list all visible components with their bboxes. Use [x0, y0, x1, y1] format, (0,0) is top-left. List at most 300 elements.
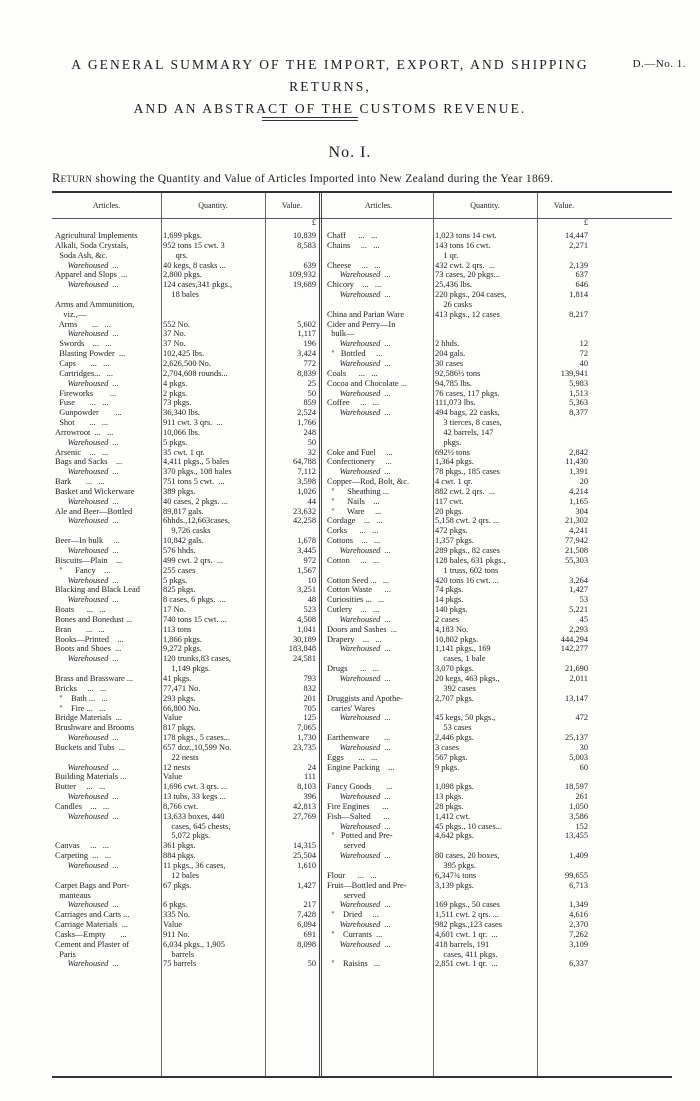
table-row: [52, 477, 319, 487]
article-name: Eggs ... ...: [327, 752, 378, 762]
table-row: [324, 477, 594, 487]
value-cell: 50: [307, 437, 316, 447]
title-line-1: A GENERAL SUMMARY OF THE IMPORT, EXPORT, AND SHIPPING RETURNS,: [71, 57, 589, 94]
table-row: [324, 674, 594, 684]
article-name: Blacking and Black Lead: [55, 585, 140, 595]
table-row: [324, 861, 594, 871]
quantity-cell: 9,272 pkgs.: [163, 644, 202, 654]
value-cell: 3,586: [569, 811, 588, 821]
table-row: [324, 891, 594, 901]
article-name: Fuse ... ...: [55, 398, 109, 408]
quantity-cell: 2 hhds.: [435, 339, 460, 349]
article-name: Doors and Sashes ...: [327, 624, 398, 634]
table-row: [52, 546, 319, 556]
value-cell: 444,294: [560, 634, 588, 644]
value-cell: 2,011: [569, 673, 588, 683]
value-cell: 24: [307, 762, 316, 772]
quantity-cell: 8 cases, 6 pkgs. ...: [163, 595, 226, 605]
article-name: Drapery ... ...: [327, 634, 382, 644]
value-cell: 99,655: [564, 870, 588, 880]
header-value-right: Value.: [553, 201, 575, 210]
table-row: [52, 251, 319, 261]
value-cell: 639: [303, 260, 316, 270]
article-name: Paris: [55, 949, 76, 959]
value-cell: 1,610: [297, 861, 316, 870]
article-name: Carriages and Carts ...: [55, 910, 130, 920]
value-cell: 2,842: [569, 447, 588, 457]
value-cell: 8,098: [297, 939, 316, 949]
table-row: [52, 467, 319, 477]
header-quantity-left: Quantity.: [198, 201, 228, 210]
article-name: Fish—Salted ...: [327, 811, 390, 821]
quantity-cell: 40 kegs, 8 casks ...: [163, 260, 226, 270]
value-cell: 53: [579, 595, 588, 605]
quantity-cell: 143 tons 16 cwt.: [435, 240, 491, 250]
value-cell: 1,391: [569, 467, 588, 477]
table-row: [324, 389, 594, 399]
article-name: Chains ... ...: [327, 240, 380, 250]
table-row: [324, 615, 594, 625]
article-name: Cottons ... ...: [327, 536, 381, 546]
table-row: [324, 408, 594, 418]
header-articles-right: Articles.: [364, 201, 393, 210]
article-name: Warehoused ...: [55, 329, 119, 339]
table-row: [324, 851, 594, 861]
value-cell: 196: [303, 339, 316, 349]
table-row: [52, 507, 319, 517]
article-name: Warehoused ...: [327, 546, 391, 555]
table-row: [324, 782, 594, 792]
quantity-cell: 20 kegs, 463 pkgs.,: [435, 673, 500, 683]
article-name: " Currants ...: [327, 929, 383, 939]
table-row: [324, 516, 594, 526]
value-cell: 45: [579, 614, 588, 624]
pound-sign: £: [311, 218, 316, 227]
table-row: [52, 615, 319, 625]
table-row: [324, 556, 594, 566]
article-name: Warehoused ...: [55, 575, 119, 585]
value-cell: 3,424: [297, 349, 316, 359]
article-name: Warehoused ...: [327, 290, 391, 300]
table-row: [324, 398, 594, 408]
table-row: [324, 841, 594, 851]
article-name: Carriage Materials ...: [55, 920, 129, 930]
quantity-cell: 9,726 casks: [163, 526, 211, 536]
value-cell: 2,271: [569, 240, 588, 250]
table-row: [324, 822, 594, 832]
quantity-cell: Value: [163, 713, 183, 723]
article-name: Chicory ... ...: [327, 280, 382, 290]
value-cell: 19,689: [292, 280, 316, 290]
table-row: [52, 428, 319, 438]
quantity-cell: 1 qr.: [435, 250, 459, 260]
table-row: [52, 763, 319, 773]
quantity-cell: 28 pkgs.: [435, 801, 464, 811]
quantity-cell: 4 pkgs.: [163, 378, 188, 388]
quantity-cell: 413 pkgs., 12 cases: [435, 309, 500, 319]
table-row: [324, 772, 594, 782]
value-cell: 1,766: [297, 418, 316, 428]
value-cell: 4,214: [569, 486, 588, 496]
table-row: [324, 290, 594, 300]
quantity-cell: 255 cases: [163, 565, 196, 575]
table-row: [324, 723, 594, 733]
article-name: Warehoused ...: [327, 614, 391, 624]
quantity-cell: 1,098 pkgs.: [435, 782, 474, 792]
quantity-cell: 94,785 lbs.: [435, 378, 472, 388]
quantity-cell: 89,817 gals.: [163, 506, 204, 516]
value-cell: 832: [303, 683, 316, 693]
table-row: [52, 487, 319, 497]
table-header: [52, 193, 672, 219]
quantity-cell: 73 cases, 20 pkgs...: [435, 270, 500, 280]
table-row: [324, 664, 594, 674]
value-cell: 152: [575, 821, 588, 831]
table-row: [52, 694, 319, 704]
article-name: Warehoused ...: [327, 270, 391, 280]
article-name: Warehoused ...: [55, 959, 119, 969]
article-name: Arsenic ... ...: [55, 447, 109, 457]
table-row: [52, 723, 319, 733]
value-cell: 2,524: [297, 408, 316, 418]
article-name: Cocoa and Chocolate ...: [327, 378, 408, 388]
article-name: Warehoused ...: [327, 339, 391, 349]
article-name: Curiosities ... ...: [327, 595, 385, 605]
table-row: [324, 920, 594, 930]
table-row: [324, 940, 594, 950]
value-cell: 7,112: [297, 467, 316, 477]
article-name: Gunpowder ...: [55, 408, 122, 418]
article-name: Books—Printed ...: [55, 634, 124, 644]
table-row: [52, 704, 319, 714]
table-row: [52, 910, 319, 920]
quantity-cell: 6hhds.,12,663cases,: [163, 516, 230, 526]
quantity-cell: barrels: [163, 949, 195, 959]
article-name: Warehoused ...: [55, 378, 119, 388]
quantity-cell: 5,158 cwt. 2 qrs. ...: [435, 516, 500, 526]
table-row: [324, 418, 594, 428]
column-double-rule: [319, 193, 322, 1076]
quantity-cell: 982 pkgs.,123 cases: [435, 920, 502, 930]
quantity-cell: 884 pkgs.: [163, 851, 196, 861]
article-name: Butter ... ...: [55, 782, 106, 792]
caption-text: showing the Quantity and Value of Articles Imported into New Zealand during the Year 1869.: [92, 173, 554, 185]
quantity-cell: 2,704,608 rounds...: [163, 368, 228, 378]
quantity-cell: 20 pkgs.: [435, 506, 464, 516]
quantity-cell: 10,066 lbs.: [163, 427, 200, 437]
table-row: [324, 329, 594, 339]
article-name: Biscuits—Plain ...: [55, 555, 123, 565]
table-row: [324, 487, 594, 497]
quantity-cell: 395 pkgs.: [435, 861, 476, 870]
quantity-cell: 2 pkgs.: [163, 388, 188, 398]
article-name: Fruit—Bottled and Pre-: [327, 880, 407, 890]
quantity-cell: 1,023 tons 14 cwt.: [435, 231, 497, 240]
table-row: [52, 684, 319, 694]
article-name: Earthenware ...: [327, 733, 391, 743]
table-row: [324, 792, 594, 802]
value-cell: 7,428: [297, 910, 316, 920]
quantity-cell: 4,642 pkgs.: [435, 831, 474, 841]
value-cell: 6,094: [297, 920, 316, 930]
article-name: Building Materials ...: [55, 772, 127, 782]
table-row: [52, 457, 319, 467]
value-cell: 139,941: [560, 368, 588, 378]
value-cell: 77,942: [564, 536, 588, 546]
article-name: Shot ... ...: [55, 418, 109, 428]
article-name: Warehoused ...: [327, 644, 391, 654]
quantity-cell: 74 pkgs.: [435, 585, 464, 595]
value-cell: 2,370: [569, 920, 588, 930]
quantity-cell: 45 kegs, 50 pkgs.,: [435, 713, 496, 723]
value-cell: 25,504: [292, 851, 316, 861]
value-cell: 11,430: [565, 457, 588, 467]
article-name: Warehoused ...: [327, 713, 391, 723]
article-name: Cement and Plaster of: [55, 939, 130, 949]
article-name: Corks ... ...: [327, 526, 379, 536]
value-cell: 5,983: [569, 378, 588, 388]
article-name: Warehoused ...: [55, 467, 119, 477]
quantity-cell: pkgs.: [435, 437, 462, 447]
table-row: [324, 605, 594, 615]
quantity-cell: 4,411 pkgs., 5 bales: [163, 457, 230, 467]
quantity-cell: 3 cases: [435, 742, 459, 752]
quantity-cell: 952 tons 15 cwt. 3: [163, 240, 225, 250]
table-row: [52, 782, 319, 792]
table-row: [324, 753, 594, 763]
section-number: No. I.: [328, 144, 372, 161]
left-column: [52, 218, 319, 969]
quantity-cell: 817 pkgs.: [163, 723, 196, 733]
quantity-cell: 14 pkgs.: [435, 595, 464, 605]
value-cell: 1,427: [569, 585, 588, 595]
quantity-cell: 53 cases: [435, 723, 472, 733]
article-name: Bones and Bonedust ...: [55, 614, 133, 624]
value-cell: 142,277: [560, 644, 588, 654]
table-row: [324, 654, 594, 664]
table-row: [52, 831, 319, 841]
article-name: caries' Wares: [327, 703, 375, 713]
value-cell: 396: [303, 792, 316, 802]
table-row: [324, 635, 594, 645]
quantity-cell: 2,800 pkgs.: [163, 270, 202, 280]
table-row: [52, 408, 319, 418]
article-name: " Sheathing ...: [327, 486, 390, 496]
article-name: Agricultural Implements: [55, 231, 138, 240]
value-cell: 2,139: [569, 260, 588, 270]
article-name: Arms ... ...: [55, 319, 111, 329]
quantity-cell: 4,183 No.: [435, 624, 469, 634]
table-row: [324, 310, 594, 320]
header-quantity-right: Quantity.: [470, 201, 500, 210]
value-cell: 7,262: [569, 929, 588, 939]
article-name: Warehoused ...: [55, 792, 119, 802]
article-name: Warehoused ...: [327, 900, 391, 910]
quantity-cell: 37 No.: [163, 329, 186, 339]
article-name: Warehoused ...: [55, 437, 119, 447]
table-row: [52, 280, 319, 290]
value-cell: 42,813: [292, 801, 316, 811]
article-name: " Nails ...: [327, 496, 380, 506]
article-name: Copper—Rod, Bolt, &c.: [327, 477, 410, 487]
value-cell: 20: [579, 477, 588, 487]
article-name: bulk—: [327, 329, 355, 339]
article-name: Brushware and Brooms: [55, 723, 135, 733]
value-cell: 3,598: [297, 477, 316, 487]
value-cell: 50: [307, 388, 316, 398]
table-row: [324, 930, 594, 940]
table-row: [324, 812, 594, 822]
quantity-cell: 1,364 pkgs.: [435, 457, 474, 467]
table-row: [324, 320, 594, 330]
table-row: [324, 595, 594, 605]
article-name: Buckets and Tubs ...: [55, 742, 126, 752]
quantity-cell: cases, 1 bale: [435, 654, 486, 664]
table-row: [324, 467, 594, 477]
quantity-cell: 1,511 cwt. 2 qrs. ...: [435, 910, 499, 920]
table-row: [324, 270, 594, 280]
quantity-cell: 10,802 pkgs.: [435, 634, 479, 644]
table-row: [52, 635, 319, 645]
quantity-cell: 5,072 pkgs.: [163, 831, 211, 841]
table-row: [52, 290, 319, 300]
article-name: Warehoused ...: [327, 920, 391, 930]
value-cell: 55,303: [564, 555, 588, 565]
table-row: [52, 585, 319, 595]
value-cell: 25: [307, 378, 316, 388]
quantity-cell: 361 pkgs.: [163, 841, 196, 851]
quantity-cell: 432 cwt. 2 qrs. ...: [435, 260, 496, 270]
quantity-cell: 293 pkgs.: [163, 693, 196, 703]
import-returns-table: [52, 191, 672, 1078]
article-name: Soda Ash, &c.: [55, 250, 108, 260]
article-name: Arms and Ammunition,: [55, 299, 135, 309]
table-row: [324, 526, 594, 536]
table-row: [52, 959, 319, 969]
table-row: [52, 900, 319, 910]
value-cell: 691: [303, 929, 316, 939]
value-cell: 972: [303, 555, 316, 565]
value-cell: 48: [307, 595, 316, 605]
value-cell: 5,602: [297, 319, 316, 329]
table-row: [324, 881, 594, 891]
article-name: Boots and Shoes ...: [55, 644, 122, 654]
quantity-cell: 2 cases: [435, 614, 459, 624]
table-row: [324, 536, 594, 546]
article-name: Warehoused ...: [55, 546, 119, 555]
article-name: served: [327, 841, 366, 851]
value-cell: 5,003: [569, 752, 588, 762]
quantity-cell: 45 pkgs., 10 cases...: [435, 821, 502, 831]
table-row: [324, 438, 594, 448]
article-name: Warehoused ...: [327, 851, 391, 861]
value-cell: 5,363: [569, 398, 588, 408]
value-cell: 3,251: [297, 585, 316, 595]
table-row: [324, 644, 594, 654]
value-cell: 1,427: [297, 880, 316, 890]
quantity-cell: 692½ tons: [435, 447, 470, 457]
table-row: [52, 320, 319, 330]
table-row: [52, 536, 319, 546]
table-row: [52, 349, 319, 359]
quantity-cell: 78 pkgs., 185 cases: [435, 467, 500, 477]
value-cell: 1,165: [569, 496, 588, 506]
value-cell: 1,814: [569, 290, 588, 300]
table-row: [52, 851, 319, 861]
article-name: Ale and Beer—Bottled: [55, 506, 133, 516]
article-name: Warehoused ...: [327, 673, 391, 683]
table-row: [52, 822, 319, 832]
article-name: Engine Packing ...: [327, 762, 395, 772]
table-row: [324, 241, 594, 251]
quantity-cell: 124 cases,341 pkgs.,: [163, 280, 233, 290]
table-row: [52, 329, 319, 339]
value-cell: 646: [575, 280, 588, 290]
article-name: " Dried ...: [327, 910, 379, 920]
article-name: Warehoused ...: [327, 388, 391, 398]
value-cell: 21,508: [564, 546, 588, 555]
table-row: [324, 959, 594, 969]
quantity-cell: 25,436 lbs.: [435, 280, 472, 290]
quantity-cell: 2,446 pkgs.: [435, 733, 474, 743]
quantity-cell: 5 pkgs.: [163, 437, 188, 447]
article-name: Warehoused ...: [327, 742, 391, 752]
article-name: Coffee ... ...: [327, 398, 379, 408]
table-row: [52, 418, 319, 428]
article-name: Warehoused ...: [55, 861, 119, 870]
table-row: [52, 713, 319, 723]
table-row: [324, 713, 594, 723]
value-cell: 1,567: [297, 565, 316, 575]
table-row: [52, 930, 319, 940]
table-row: [324, 379, 594, 389]
article-name: Warehoused ...: [327, 408, 391, 418]
value-cell: 10: [307, 575, 316, 585]
table-row: [324, 349, 594, 359]
table-row: [52, 270, 319, 280]
quantity-cell: 35 cwt. 1 qr.: [163, 447, 205, 457]
table-row: [52, 802, 319, 812]
table-row: [324, 261, 594, 271]
table-row: [52, 389, 319, 399]
quantity-cell: 102,425 lbs.: [163, 349, 205, 359]
article-name: Beer—In bulk ...: [55, 536, 120, 546]
article-name: Warehoused ...: [327, 792, 391, 802]
quantity-cell: 4 cwt. 1 qr.: [435, 477, 473, 487]
value-cell: 859: [303, 398, 316, 408]
table-row: [52, 261, 319, 271]
article-name: Chaff ... ...: [327, 231, 378, 240]
quantity-cell: 66,800 No.: [163, 703, 201, 713]
table-row: [52, 881, 319, 891]
article-name: Cordage ... ...: [327, 516, 383, 526]
value-cell: 3,445: [297, 546, 316, 555]
article-name: served: [327, 890, 366, 900]
table-row: [324, 831, 594, 841]
quantity-cell: 12 nests: [163, 762, 191, 772]
table-row: [52, 644, 319, 654]
value-cell: 3,264: [569, 575, 588, 585]
quantity-cell: 1,696 cwt. 3 qrs. ...: [163, 782, 228, 792]
quantity-cell: 567 pkgs.: [435, 752, 468, 762]
quantity-cell: 472 pkgs.: [435, 526, 468, 536]
article-name: Cutlery ... ...: [327, 605, 380, 615]
article-name: Alkali, Soda Crystals,: [55, 240, 129, 250]
value-cell: 1,349: [569, 900, 588, 910]
value-cell: 42,258: [292, 516, 316, 526]
value-cell: 705: [303, 703, 316, 713]
table-row: [52, 733, 319, 743]
